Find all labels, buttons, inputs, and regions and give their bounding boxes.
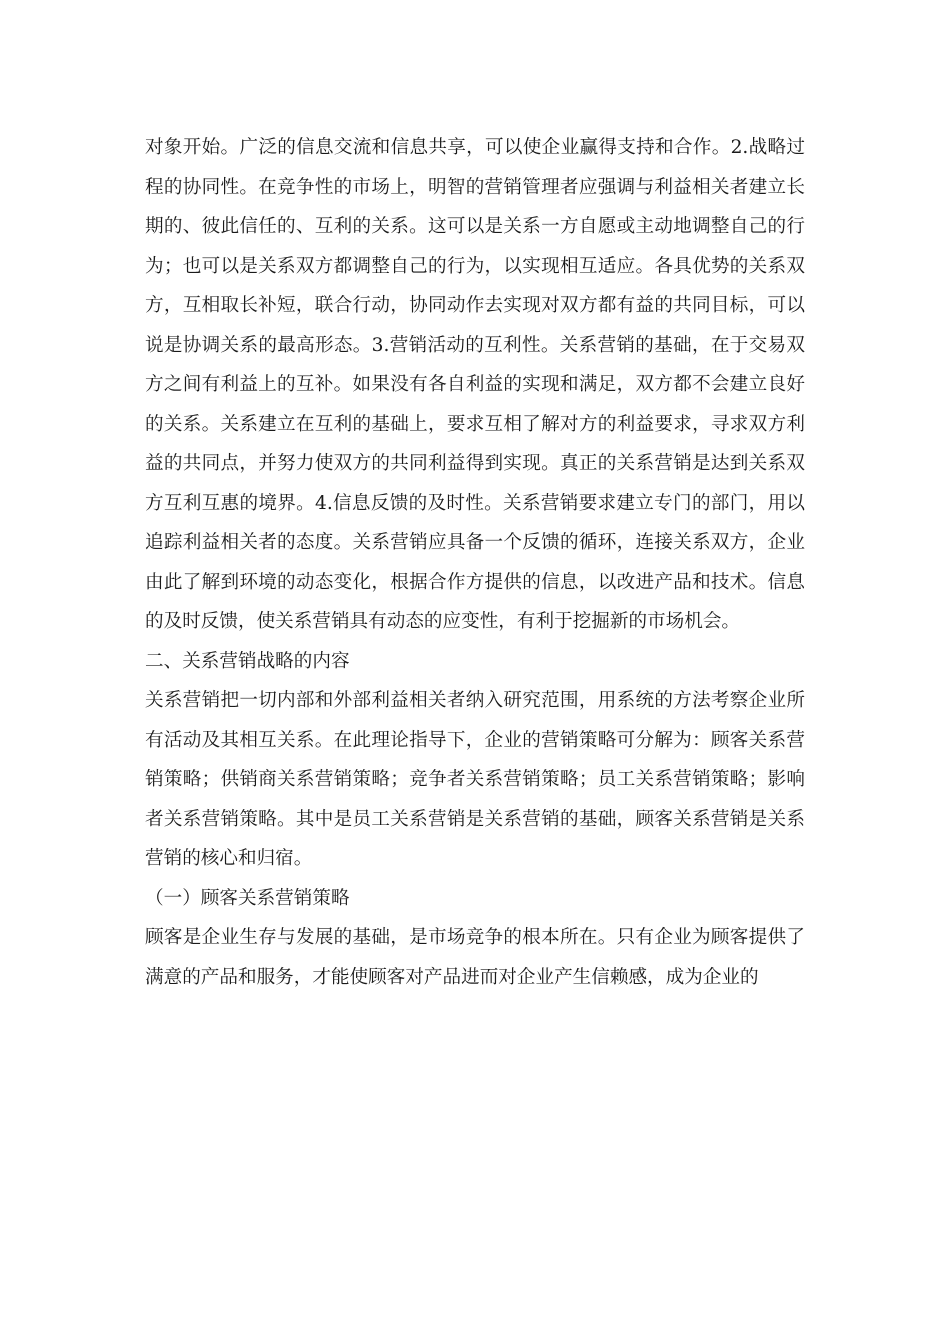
- section-heading: 二、关系营销战略的内容: [145, 650, 350, 672]
- body-paragraph-1: 对象开始。广泛的信息交流和信息共享，可以使企业赢得支持和合作。2.战略过程的协同性。在竞争性的市场上，明智的营销管理者应强调与利益相关者建立长期的、彼此信任的、互利的关系。这可以是关系一方自愿或主动地调整自己的行为；也可以是关系双方都调整自己的行为，以实现相互适应。各具优势的关系双方，互相取长补短，联合行动，协同动作去实现对双方都有益的共同目标，可以说是协调关系的最高形态。3.营销活动的互利性。关系营销的基础，在于交易双方之间有利益上的互补。如果没有各自利益的实现和满足，双方都不会建立良好的关系。关系建立在互利的基础上，要求互相了解对方的利益要求，寻求双方利益的共同点，并努力使双方的共同利益得到实现。真正的关系营销是达到关系双方互利互惠的境界。4.信息反馈的及时性。关系营销要求建立专门的部门，用以追踪利益相关者的态度。关系营销应具备一个反馈的循环，连接关系双方，企业由此了解到环境的动态变化，根据合作方提供的信息，以改进产品和技术。信息的及时反馈，使关系营销具有动态的应变性，有利于挖掘新的市场机会。: [145, 137, 805, 632]
- document-page: [145, 128, 805, 997]
- body-paragraph-3: 顾客是企业生存与发展的基础，是市场竞争的根本所在。只有企业为顾客提供了满意的产品和服务，才能使顾客对产品进而对企业产生信赖感，成为企业的: [145, 927, 805, 988]
- subsection-heading: （一）顾客关系营销策略: [145, 887, 350, 909]
- body-paragraph-2: 关系营销把一切内部和外部利益相关者纳入研究范围，用系统的方法考察企业所有活动及其相互关系。在此理论指导下，企业的营销策略可分解为：顾客关系营销策略；供销商关系营销策略；竞争者关系营销策略；员工关系营销策略；影响者关系营销策略。其中是员工关系营销是关系营销的基础，顾客关系营销是关系营销的核心和归宿。: [145, 690, 805, 869]
